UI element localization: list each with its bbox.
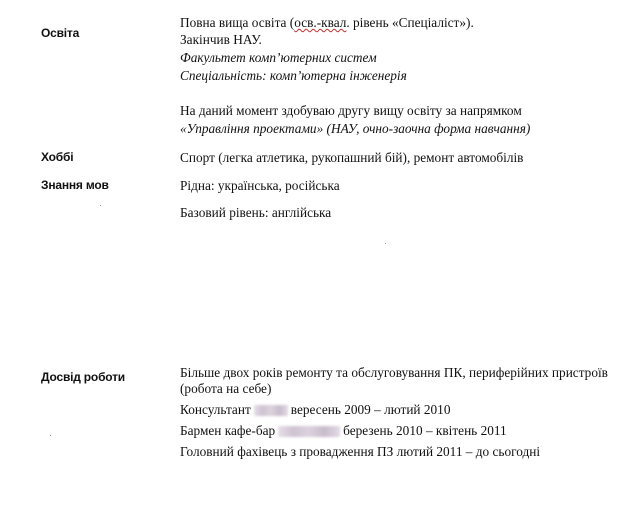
education-second-program: «Управління проектами» (НАУ, очно-заочна форма навчання) — [180, 121, 531, 136]
experience-repair: Більше двох років ремонту та обслуговування ПК, периферійних пристроїв — [180, 365, 608, 380]
job-consultant-period: вересень 2009 – лютий 2010 — [290, 402, 451, 417]
hobby-text: Спорт (легка атлетика, рукопашний бій), ремонт автомобілів — [180, 150, 524, 165]
languages-label: Знання мов — [41, 178, 109, 192]
scan-speck — [50, 435, 51, 436]
hobby-label: Хоббі — [41, 150, 74, 164]
education-degree-post: . рівень «Спеціаліст»). — [346, 15, 474, 30]
education-label: Освіта — [41, 26, 80, 40]
job-barman-title: Бармен кафе-бар — [180, 423, 276, 438]
education-degree — [180, 15, 474, 31]
education-faculty: Факультет комп’ютерних систем — [180, 50, 377, 65]
job-consultant-title: Консультант — [180, 402, 251, 417]
scan-speck — [100, 205, 101, 206]
education-second-degree: На даний момент здобуваю другу вищу освіту за напрямком — [180, 103, 522, 118]
redacted-employer — [278, 426, 340, 437]
languages-basic: Базовий рівень: англійська — [180, 205, 332, 220]
experience-job-consultant — [180, 402, 450, 418]
scan-speck — [385, 243, 386, 244]
education-degree-abbr: осв.-квал — [294, 15, 347, 30]
education-degree-pre: Повна вища освіта ( — [180, 15, 295, 30]
experience-self-employed: (робота на себе) — [180, 381, 272, 396]
redacted-employer — [254, 405, 288, 416]
experience-label: Досвід роботи — [41, 370, 125, 384]
experience-job-barman — [180, 423, 507, 439]
job-barman-period: березень 2010 – квітень 2011 — [343, 423, 507, 438]
education-specialty: Спеціальність: комп’ютерна інженерія — [180, 68, 407, 83]
languages-native: Рідна: українська, російська — [180, 178, 340, 193]
education-graduated: Закінчив НАУ. — [180, 32, 262, 47]
experience-job-specialist: Головний фахівець з провадження ПЗ лютий 2011 – до сьогодні — [180, 444, 541, 459]
